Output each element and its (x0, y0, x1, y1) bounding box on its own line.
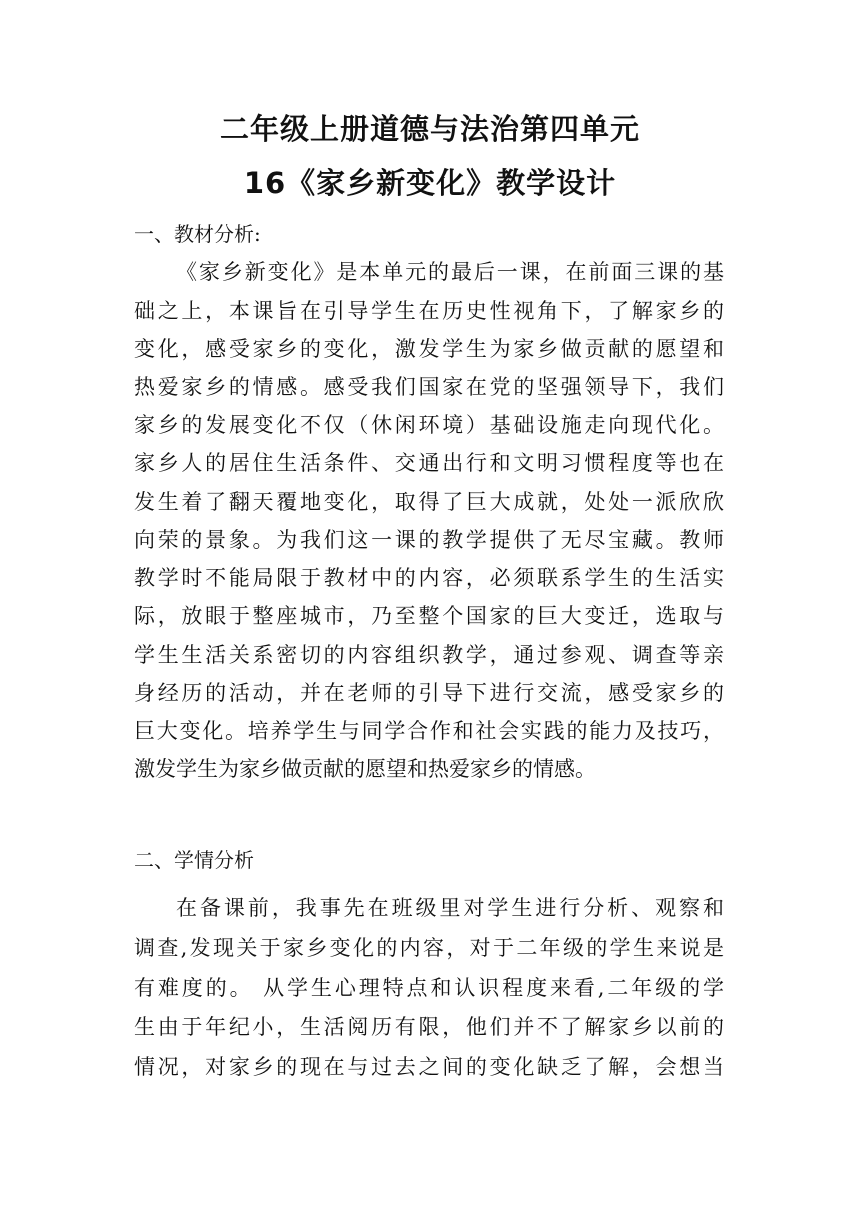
paragraph-line: 发生着了翻天覆地变化，取得了巨大成就，处处一派欣欣 (134, 490, 724, 514)
paragraph-line: 热爱家乡的情感。感受我们国家在党的坚强领导下，我们 (134, 375, 724, 399)
paragraph-line: 础之上，本课旨在引导学生在历史性视角下，了解家乡的 (134, 299, 724, 323)
section-heading-learner-analysis: 二、学情分析 (134, 848, 254, 872)
document-title-line-1: 二年级上册道德与法治第四单元 (219, 112, 640, 146)
paragraph-line: 生由于年纪小，生活阅历有限，他们并不了解家乡以前的 (134, 1015, 724, 1039)
paragraph-line: 家乡的发展变化不仅（休闲环境）基础设施走向现代化。 (134, 413, 724, 437)
paragraph-line: 教学时不能局限于教材中的内容，必须联系学生的生活实 (134, 566, 724, 590)
document-title-line-2: 16《家乡新变化》教学设计 (243, 166, 617, 200)
paragraph-line: 学生生活关系密切的内容组织教学，通过参观、调查等亲 (134, 643, 724, 667)
paragraph-line: 有难度的。 从学生心理特点和认识程度来看,二年级的学 (134, 976, 724, 1000)
paragraph-line: 际，放眼于整座城市，乃至整个国家的巨大变迁，选取与 (134, 604, 724, 628)
paragraph-line: 情况，对家乡的现在与过去之间的变化缺乏了解，会想当 (134, 1055, 724, 1079)
paragraph-line: 激发学生为家乡做贡献的愿望和热爱家乡的情感。 (134, 757, 596, 781)
paragraph-line: 家乡人的居住生活条件、交通出行和文明习惯程度等也在 (134, 451, 724, 475)
paragraph-line: 调查,发现关于家乡变化的内容，对于二年级的学生来说是 (134, 936, 724, 960)
section-heading-textbook-analysis: 一、教材分析: (134, 222, 261, 246)
paragraph-line: 身经历的活动，并在老师的引导下进行交流，感受家乡的 (134, 681, 724, 705)
paragraph-line: 向荣的景象。为我们这一课的教学提供了无尽宝藏。教师 (134, 528, 724, 552)
paragraph-line: 《家乡新变化》是本单元的最后一课，在前面三课的基 (176, 260, 724, 284)
paragraph-line: 巨大变化。培养学生与同学合作和社会实践的能力及技巧， (134, 719, 724, 743)
paragraph-line: 变化，感受家乡的变化，激发学生为家乡做贡献的愿望和 (134, 337, 724, 361)
paragraph-line: 在备课前，我事先在班级里对学生进行分析、观察和 (176, 896, 724, 920)
